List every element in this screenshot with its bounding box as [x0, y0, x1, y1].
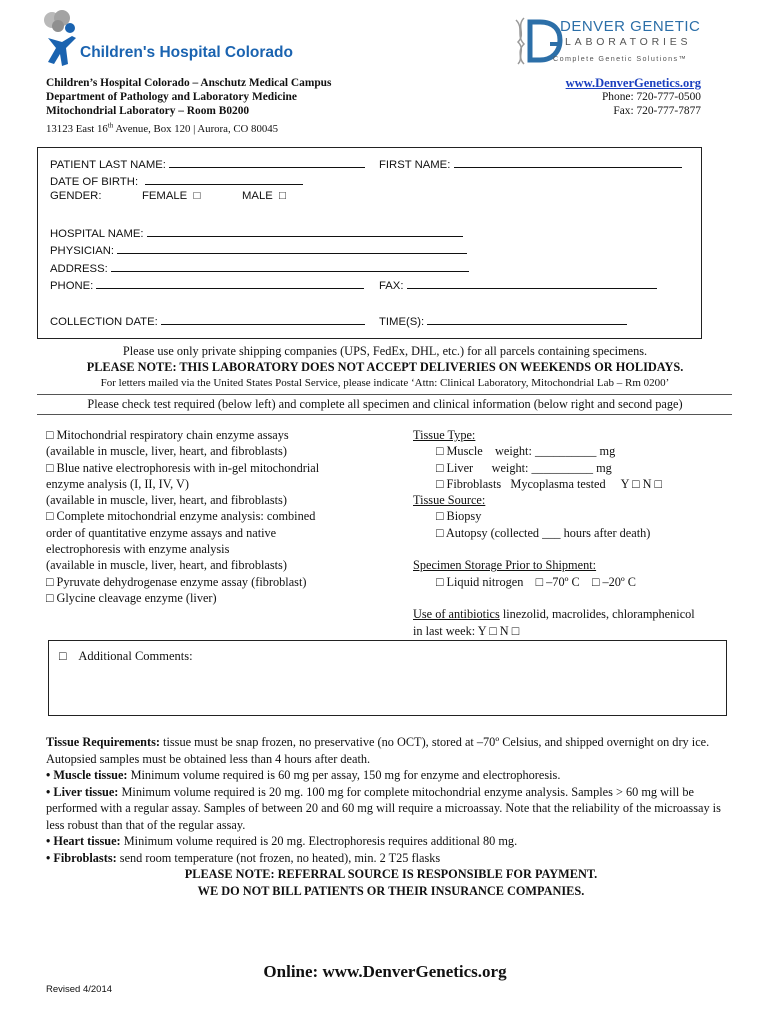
- website-link[interactable]: www.DenverGenetics.org: [565, 76, 701, 90]
- divider: [37, 414, 732, 415]
- additional-comments-box[interactable]: [48, 640, 727, 716]
- last-name-field[interactable]: PATIENT LAST NAME:: [50, 156, 365, 171]
- test-note: order of quantitative enzyme assays and native: [46, 525, 277, 540]
- billing-notice: WE DO NOT BILL PATIENTS OR THEIR INSURANCE COMPANIES.: [197, 883, 585, 898]
- first-name-field[interactable]: FIRST NAME:: [379, 156, 682, 171]
- street-address: 13123 East 16th Avenue, Box 120 | Aurora, CO 80045: [46, 121, 279, 135]
- female-checkbox[interactable]: FEMALE □: [142, 190, 201, 202]
- antibiotics-checkbox[interactable]: in last week: Y □ N □: [413, 623, 520, 638]
- patient-info-box: [37, 147, 702, 339]
- times-field[interactable]: TIME(S):: [379, 313, 627, 328]
- test-note: (available in muscle, liver, heart, and fibroblasts): [46, 493, 287, 508]
- fibroblasts-option[interactable]: □ Fibroblasts Mycoplasma tested Y □ N □: [436, 476, 662, 491]
- test-note: (available in muscle, liver, heart, and fibroblasts): [46, 558, 287, 573]
- tissue-type-heading: Tissue Type:: [413, 428, 476, 442]
- tissue-req-para: Tissue Requirements: tissue must be snap frozen, no preservative (no OCT), stored at –70º Celsius, and shipped overnight on dry ice. Autopsied samples must be obtained less than 4 hours after death.: [46, 735, 710, 766]
- tissue-requirements: [46, 734, 736, 899]
- dg-logo-tagline: Complete Genetic Solutions™: [553, 54, 688, 63]
- payment-notice: PLEASE NOTE: REFERRAL SOURCE IS RESPONSIBLE FOR PAYMENT.: [184, 867, 598, 881]
- gender-label: GENDER:: [50, 190, 102, 202]
- test-note: (available in muscle, liver, heart, and fibroblasts): [46, 444, 287, 459]
- dob-field[interactable]: DATE OF BIRTH:: [50, 173, 303, 188]
- test-list: [46, 427, 406, 606]
- address-line: Department of Pathology and Laboratory Medicine: [46, 91, 297, 103]
- storage-options[interactable]: □ Liquid nitrogen □ –70º C □ –20º C: [436, 574, 637, 589]
- test-option[interactable]: □ Mitochondrial respiratory chain enzyme assays: [46, 428, 289, 442]
- dg-logo-subtitle: LABORATORIES: [565, 36, 692, 48]
- specimen-info: [413, 427, 743, 639]
- revised-date: Revised 4/2014: [46, 984, 113, 995]
- test-option[interactable]: □ Glycine cleavage enzyme (liver): [46, 590, 217, 605]
- hospital-field[interactable]: HOSPITAL NAME:: [50, 225, 463, 240]
- collection-date-field[interactable]: COLLECTION DATE:: [50, 313, 365, 328]
- weekend-notice: PLEASE NOTE: THIS LABORATORY DOES NOT ACCEPT DELIVERIES ON WEEKENDS OR HOLIDAYS.: [86, 360, 684, 374]
- test-option[interactable]: □ Pyruvate dehydrogenase enzyme assay (fibroblast): [46, 574, 307, 589]
- test-note: enzyme analysis (I, II, IV, V): [46, 476, 189, 491]
- chco-logo: [38, 8, 298, 78]
- autopsy-option[interactable]: □ Autopsy (collected ___ hours after death): [436, 525, 651, 540]
- liver-option[interactable]: □ Liver weight: __________ mg: [436, 460, 612, 475]
- liver-req: • Liver tissue: Minimum volume required is 20 mg. 100 mg for complete mitochondrial enzyme analysis. Samples > 60 mg will be performed with a regular assay. Samples of between 20 and 60 mg will require a microassay. Note that the reliability of the microassay is less robust than that of the regular assay.: [46, 784, 721, 832]
- contact-block: [566, 76, 701, 118]
- heart-req: • Heart tissue: Minimum volume required is 20 mg. Electrophoresis requires additional 80 mg.: [46, 834, 518, 848]
- fax-number: Fax: 720-777-7877: [613, 105, 701, 117]
- online-website[interactable]: Online: www.DenverGenetics.org: [263, 962, 507, 981]
- address-field[interactable]: ADDRESS:: [50, 260, 469, 275]
- antibiotics-line: Use of antibiotics linezolid, macrolides, chloramphenicol: [413, 607, 695, 622]
- fax-field[interactable]: FAX:: [379, 277, 657, 292]
- tissue-source-heading: Tissue Source:: [413, 493, 486, 508]
- address-line: Children’s Hospital Colorado – Anschutz Medical Campus: [46, 77, 332, 89]
- fibroblasts-req: • Fibroblasts: send room temperature (not frozen, no heated), min. 2 T25 flasks: [46, 850, 441, 865]
- additional-comments-label: □ Additional Comments:: [59, 649, 193, 663]
- test-option[interactable]: □ Blue native electrophoresis with in-gel mitochondrial: [46, 460, 320, 475]
- usps-notice: For letters mailed via the United States Postal Service, please indicate ‘Attn: Clinical Laboratory, Mitochondrial Lab – Rm 0200’: [100, 377, 670, 389]
- muscle-option[interactable]: □ Muscle weight: __________ mg: [436, 444, 616, 459]
- dg-logo-title: DENVER GENETIC: [560, 18, 701, 35]
- physician-field[interactable]: PHYSICIAN:: [50, 242, 467, 257]
- shipping-notice: Please use only private shipping companies (UPS, FedEx, DHL, etc.) for all parcels containing specimens.: [122, 344, 648, 358]
- phone-field[interactable]: PHONE:: [50, 277, 364, 292]
- test-option[interactable]: □ Complete mitochondrial enzyme analysis: combined: [46, 509, 316, 524]
- check-test-notice: Please check test required (below left) and complete all specimen and clinical information (below right and second page): [87, 397, 683, 411]
- phone-number: Phone: 720-777-0500: [601, 91, 701, 103]
- address-block: [46, 76, 331, 136]
- chco-logo-text: Children's Hospital Colorado: [80, 44, 293, 61]
- divider: [37, 394, 732, 395]
- chco-figure-icon: [38, 8, 98, 78]
- address-line: Mitochondrial Laboratory – Room B0200: [46, 105, 250, 117]
- male-checkbox[interactable]: MALE □: [242, 190, 286, 202]
- storage-heading: Specimen Storage Prior to Shipment:: [413, 558, 597, 573]
- muscle-req: • Muscle tissue: Minimum volume required is 60 mg per assay, 150 mg for enzyme and electrophoresis.: [46, 768, 561, 782]
- biopsy-option[interactable]: □ Biopsy: [436, 509, 482, 524]
- test-note: electrophoresis with enzyme analysis: [46, 542, 230, 557]
